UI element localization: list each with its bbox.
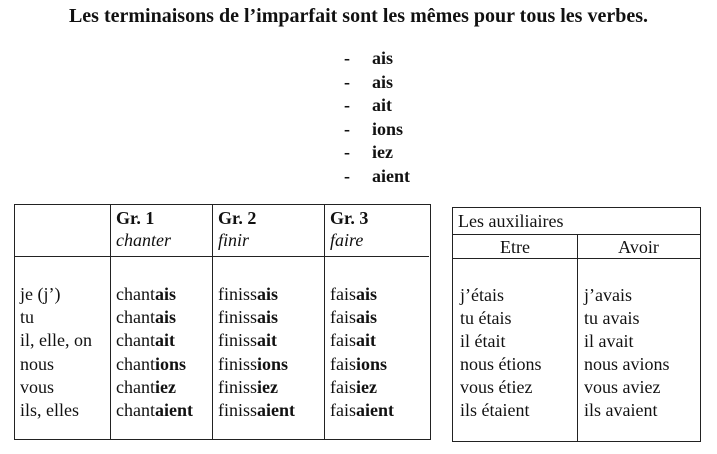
ending-dash: -	[344, 142, 350, 162]
avoir-forms	[584, 284, 670, 422]
verb-form	[116, 376, 193, 399]
ending: ais	[257, 307, 279, 328]
auxiliaries-table	[452, 207, 701, 442]
etre-form: vous étiez	[460, 377, 533, 397]
endings-list	[344, 48, 410, 189]
stem: finiss	[218, 376, 258, 397]
stem: chant	[116, 284, 155, 304]
group-verb: finir	[218, 230, 250, 250]
stem: finiss	[218, 330, 258, 351]
verb-form	[218, 353, 295, 376]
verb-form	[218, 329, 295, 352]
pronoun: nous	[20, 353, 55, 374]
group-verb: faire	[330, 230, 364, 250]
verb-form	[218, 399, 295, 422]
ending: ions	[154, 353, 187, 374]
stem: fais	[330, 353, 356, 374]
stem: chant	[116, 307, 155, 328]
pronoun-column	[15, 205, 110, 439]
pronoun: tu	[20, 307, 35, 328]
ending: aient	[257, 399, 296, 420]
stem: fais	[330, 307, 356, 328]
group-label: Gr. 2	[218, 208, 257, 228]
ending: iez	[257, 376, 278, 397]
pronoun: il, elle, on	[20, 330, 92, 351]
ending: ais	[356, 307, 378, 328]
ending: iez	[356, 376, 377, 397]
stem: chant	[116, 376, 155, 397]
ending-dash: -	[344, 165, 350, 186]
ending-dash: -	[344, 48, 350, 68]
ending-item	[344, 95, 410, 119]
ending-text: ions	[372, 118, 404, 139]
verb-form	[330, 306, 394, 329]
ending: ait	[356, 330, 376, 351]
avoir-header: Avoir	[618, 237, 659, 257]
ending: ait	[257, 330, 278, 351]
etre-form: ils étaient	[460, 400, 530, 420]
pronoun: je (j’)	[20, 284, 61, 304]
column-divider	[577, 234, 578, 441]
pronoun-header-cell	[15, 205, 110, 257]
etre-form: j’étais	[460, 285, 504, 305]
ending-text: ais	[372, 48, 394, 68]
avoir-form: il avait	[584, 331, 634, 351]
group-1-column	[110, 205, 212, 439]
group-3-header	[325, 205, 429, 257]
verb-form	[116, 283, 193, 306]
group-2-column	[212, 205, 324, 439]
ending-dash: -	[344, 71, 350, 92]
pronoun: ils, elles	[20, 399, 79, 420]
etre-form: nous étions	[460, 354, 542, 374]
verb-form	[116, 353, 193, 376]
ending: ions	[257, 353, 289, 374]
ending: ais	[154, 284, 176, 304]
ending-text: iez	[372, 142, 393, 162]
ending-dash: -	[344, 95, 350, 115]
ending-dash: -	[344, 118, 350, 139]
ending: ais	[356, 284, 378, 304]
verb-form	[330, 353, 394, 376]
verb-form	[330, 329, 394, 352]
group-2-forms	[218, 283, 295, 422]
verb-form	[218, 306, 295, 329]
stem: finiss	[218, 353, 258, 374]
avoir-form: tu avais	[584, 308, 640, 328]
ending: ait	[154, 330, 175, 351]
ending-item	[344, 48, 410, 72]
etre-form: tu étais	[460, 308, 512, 328]
verb-form	[218, 376, 295, 399]
ending: ions	[356, 353, 388, 374]
ending: aient	[154, 399, 193, 420]
avoir-form: vous aviez	[584, 377, 661, 397]
verb-form	[330, 376, 394, 399]
group-verb: chanter	[116, 230, 171, 250]
stem: chant	[116, 399, 155, 420]
stem: chant	[116, 353, 155, 374]
ending-item	[344, 119, 410, 143]
group-label: Gr. 3	[330, 208, 369, 228]
stem: fais	[330, 330, 356, 351]
ending-item	[344, 72, 410, 96]
stem: finiss	[218, 284, 258, 304]
etre-header: Etre	[500, 237, 530, 257]
pronoun: vous	[20, 376, 55, 397]
verb-form	[116, 399, 193, 422]
group-2-header	[213, 205, 324, 257]
group-label: Gr. 1	[116, 208, 155, 228]
group-1-header	[111, 205, 212, 257]
stem: finiss	[218, 307, 258, 328]
ending: ais	[257, 284, 279, 304]
stem: chant	[116, 330, 155, 351]
stem: fais	[330, 284, 356, 304]
group-3-forms	[330, 283, 394, 422]
avoir-form: j’avais	[584, 285, 632, 305]
verb-form	[330, 283, 394, 306]
ending-text: ais	[372, 71, 394, 92]
verb-form	[218, 283, 295, 306]
stem: fais	[330, 399, 356, 420]
group-3-column	[324, 205, 429, 439]
etre-form: il était	[460, 331, 506, 351]
ending: ais	[154, 307, 176, 328]
avoir-form: ils avaient	[584, 400, 658, 420]
ending-item	[344, 166, 410, 190]
avoir-form: nous avions	[584, 354, 670, 374]
verb-form	[116, 329, 193, 352]
pronoun-list	[20, 283, 92, 422]
ending-item	[344, 142, 410, 166]
stem: fais	[330, 376, 356, 397]
page-title: Les terminaisons de l’imparfait sont les mêmes pour tous les verbes.	[68, 5, 649, 27]
ending-text: ait	[372, 95, 392, 115]
ending: aient	[356, 399, 394, 420]
ending: iez	[154, 376, 176, 397]
verb-form	[116, 306, 193, 329]
etre-forms	[460, 284, 542, 422]
ending-text: aient	[372, 165, 410, 186]
auxiliaries-title: Les auxiliaires	[458, 211, 564, 231]
conjugation-table	[14, 204, 431, 440]
verb-form	[330, 399, 394, 422]
group-1-forms	[116, 283, 193, 422]
stem: finiss	[218, 399, 258, 420]
